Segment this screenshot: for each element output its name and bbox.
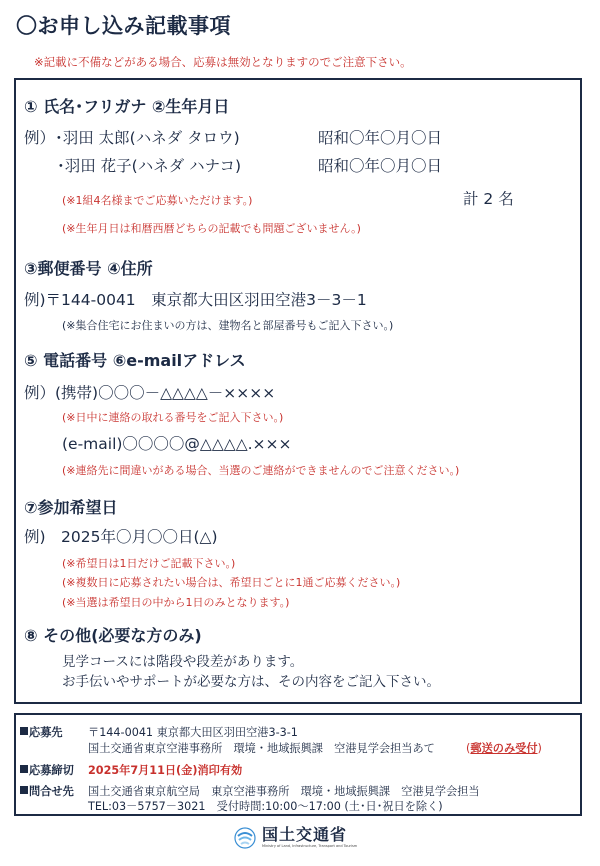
contact-office: 国土交通省東京航空局 東京空港事務所 環境・地域振興課 空港見学会担当 bbox=[88, 785, 480, 798]
ministry-english-name: Ministry of Land, Infrastructure, Transport and Tourism bbox=[262, 844, 358, 848]
bullet-square-icon bbox=[20, 765, 28, 773]
group-limit-note: (※1組4名様までご応募いただけます。) bbox=[62, 194, 253, 207]
apply-label: 応募先 bbox=[20, 724, 63, 740]
contact-error-note: (※連絡先に間違いがある場合、当選のご連絡ができませんのでご注意ください。) bbox=[62, 464, 460, 477]
phone-note: (※日中に連絡の取れる番号をご記入下さい。) bbox=[62, 411, 284, 424]
ministry-emblem-icon bbox=[234, 827, 256, 849]
example-phone: 例）(携帯)〇〇〇－△△△△－×××× bbox=[24, 384, 276, 402]
bullet-square-icon bbox=[20, 786, 28, 794]
example-preferred-date: 例) 2025年〇月〇〇日(△) bbox=[24, 528, 218, 546]
ministry-logo bbox=[234, 826, 357, 849]
apartment-note: (※集合住宅にお住まいの方は、建物名と部屋番号もご記入下さい。) bbox=[62, 319, 394, 332]
birthdate-format-note: (※生年月日は和暦西暦どちらの記載でも問題ございません。) bbox=[62, 222, 361, 235]
apply-address: 〒144-0041 東京都大田区羽田空港3-3-1 bbox=[88, 726, 298, 739]
section-preferred-date-heading: ⑦参加希望日 bbox=[24, 498, 118, 517]
apply-office: 国土交通省東京空港事務所 環境・地域振興課 空港見学会担当あて bbox=[88, 742, 435, 755]
section-postal-address-heading: ③郵便番号 ④住所 bbox=[24, 259, 153, 278]
ministry-name: 国土交通省 bbox=[262, 825, 348, 844]
example-email: (e-mail)〇〇〇〇@△△△△.××× bbox=[62, 435, 292, 453]
warning-note: ※記載に不備などがある場合、応募は無効となりますのでご注意下さい。 bbox=[34, 55, 412, 69]
example-birthdate-2: 昭和〇年〇月〇日 bbox=[318, 157, 443, 175]
section-phone-email-heading: ⑤ 電話番号 ⑥e-mailアドレス bbox=[24, 351, 246, 370]
example-name-2: ･羽田 花子(ハネダ ハナコ) bbox=[57, 157, 242, 175]
single-date-note: (※希望日は1日だけご記載下さい。) bbox=[62, 557, 236, 570]
bullet-square-icon bbox=[20, 727, 28, 735]
deadline-label: 応募締切 bbox=[20, 762, 74, 778]
postal-only-note: (郵送のみ受付) bbox=[466, 742, 542, 755]
one-day-winning-note: (※当選は希望日の中から1日のみとなります。) bbox=[62, 596, 290, 609]
example-birthdate-1: 昭和〇年〇月〇日 bbox=[318, 129, 443, 147]
page-title: 〇お申し込み記載事項 bbox=[16, 14, 231, 38]
contact-label: 問合せ先 bbox=[20, 783, 74, 799]
support-request-notice: お手伝いやサポートが必要な方は、その内容をご記入下さい。 bbox=[62, 674, 440, 690]
section-name-birthdate-heading: ① 氏名･フリガナ ②生年月日 bbox=[24, 97, 230, 116]
total-count: 計 2 名 bbox=[463, 190, 514, 208]
example-address: 例)〒144-0041 東京都大田区羽田空港3－3－1 bbox=[24, 291, 367, 309]
example-name-1: 例）･羽田 太郎(ハネダ タロウ) bbox=[24, 129, 240, 147]
contact-tel: TEL:03－5757－3021 受付時間:10:00～17:00 (土･日･祝日を除く) bbox=[88, 800, 443, 813]
stairs-notice: 見学コースには階段や段差があります。 bbox=[62, 654, 304, 670]
deadline-value: 2025年7月11日(金)消印有効 bbox=[88, 764, 243, 777]
section-other-heading: ⑧ その他(必要な方のみ) bbox=[24, 626, 202, 645]
multiple-dates-note: (※複数日に応募されたい場合は、希望日ごとに1通ご応募ください。) bbox=[62, 576, 401, 589]
